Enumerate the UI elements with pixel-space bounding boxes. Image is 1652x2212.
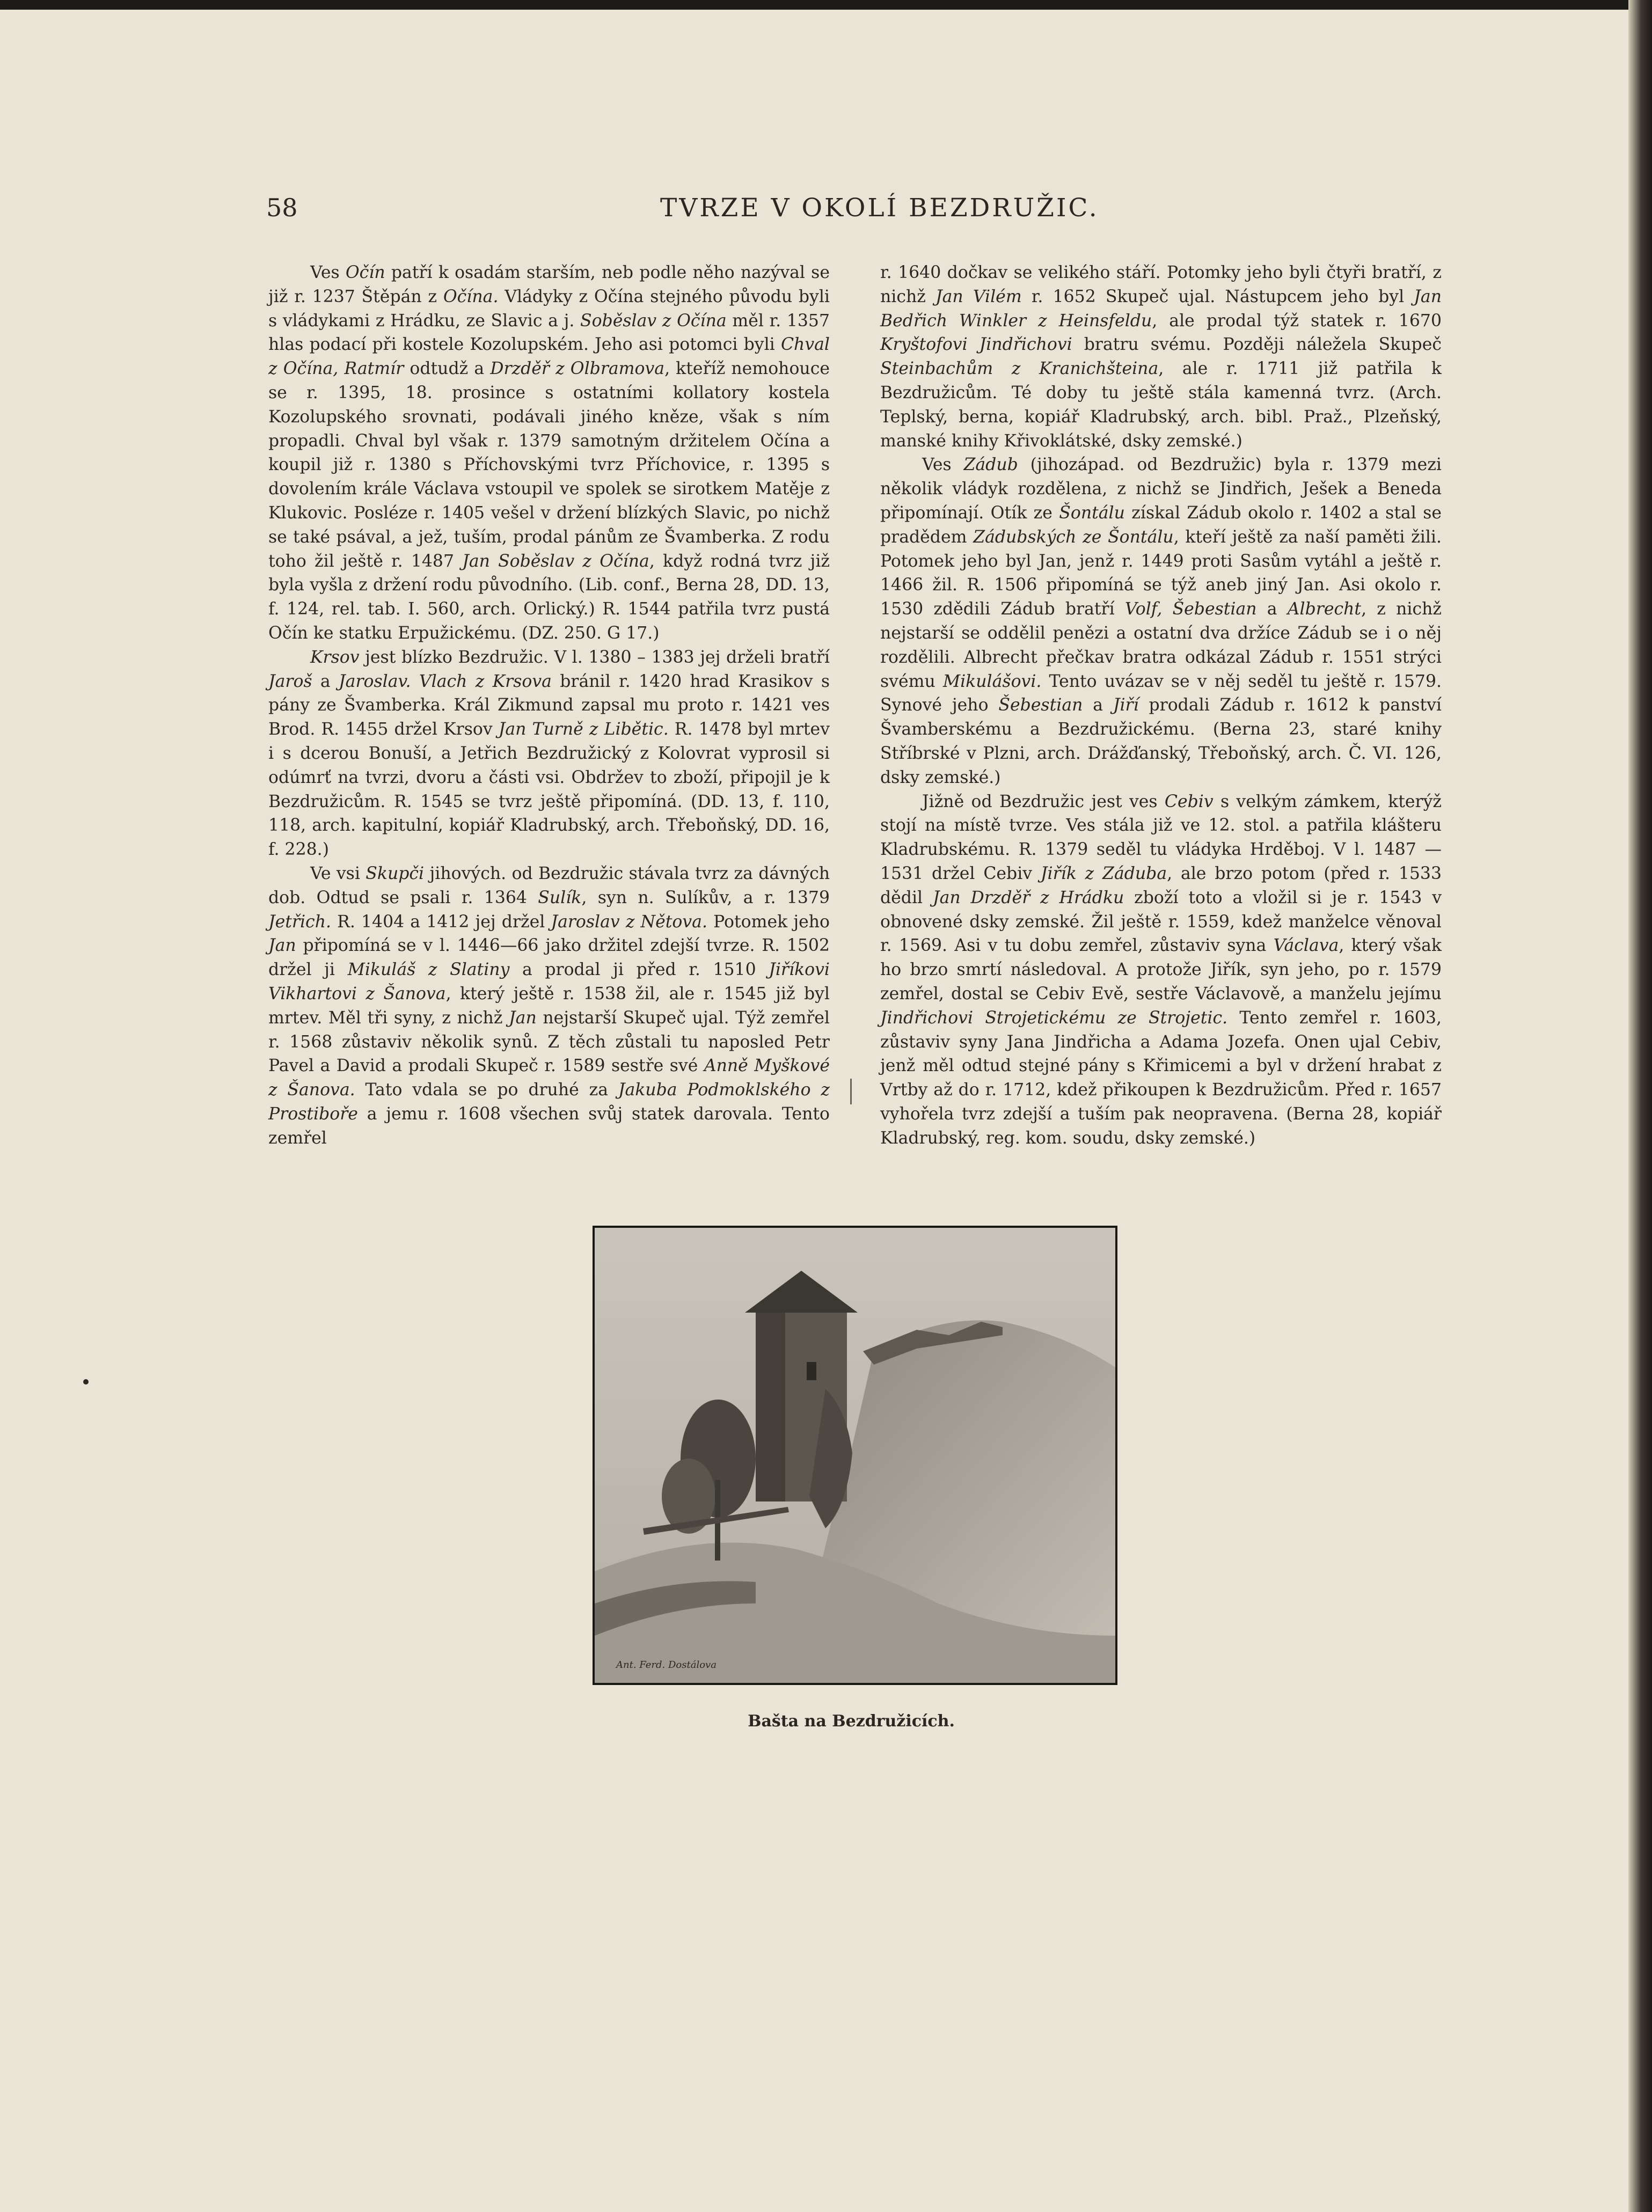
italic-name: Jaroš [268,671,312,691]
italic-name: Steinbachům z Kranichšteina [880,359,1159,379]
italic-name: Jan Soběslav z Očína [462,551,649,571]
italic-name: Šebestian [998,695,1083,715]
italic-name: Jakuba Podmoklského z Prostiboře [268,1080,830,1124]
italic-name: Mikuláš z Slatiny [347,960,510,980]
column-mark [850,1079,852,1104]
paragraph-skupec-continued: r. 1640 dočkav se velikého stáří. Potomky jeho byli čtyři bratří, z nichž Jan Vilém r. 1652 Skupeč ujal. Nástupcem jeho byl Jan Bedřich Winkler z Heinsfeldu, ale prodal týž statek r. 1670 Kryštofovi Jindřichovi bratru svému. Později náležela Skupeč Steinbachům z Kranichšteina, ale r. 1711 již patřila k Bezdružicům. Té doby tu ještě stála kamenná tvrz. (Arch. Teplský, berna, kopiář Kladrubský, arch. bibl. Praž., Plzeňský, manské knihy Křivoklátské, dsky zemské.) [880,263,1442,451]
italic-name: Jiří [1113,695,1139,715]
italic-name: Sulík [538,888,582,907]
paragraph-ocin: Ves Očín patří k osadám starším, neb podle něho nazýval se již r. 1237 Štěpán z Očína. Vládyky z Očína stejného původu byli s vládykami z Hrádku, ze Slavic a j. Soběslav z Očína měl r. 1357 hlas podací při kostele Kozolupském. Jeho asi potomci byli Chval z Očína, Ratmír odtudž a Drzděř z Olbramova, kteříž nemohouce se r. 1395, 18. prosince s ostatními kollatory kostela Kozolupského srovnati, podávali jiného kněze, však s ním propadli. Chval byl však r. 1379 samotným držitelem Očína a koupil již r. 1380 s Příchovskými tvrz Příchovice, r. 1395 s dovolením krále Václava vstoupil ve spolek se sirotkem Matěje z Klukovic. Posléze r. 1405 vešel v držení blízkých Slavic, po nichž se také psával, a jež, tuším, prodal pánům ze Švamberka. Z rodu toho žil ještě r. 1487 Jan Soběslav z Očína, když rodná tvrz již byla vyšla z držení rodu původního. (Lib. conf., Berna 28, DD. 13, f. 124, rel. tab. I. 560, arch. Orlický.) R. 1544 patřila tvrz pustá Očín ke statku Erpužickému. (DZ. 250. G 17.) [268,263,830,643]
italic-name: Mikulášovi. [942,671,1042,691]
italic-name: Očín [345,263,385,282]
italic-name: Jan [268,936,296,956]
italic-name: Zádubských ze Šontálu [973,527,1174,547]
scan-edge-top [0,0,1652,10]
paragraph-krsov: Krsov jest blízko Bezdružic. V l. 1380 – 1383 jej drželi bratří Jaroš a Jaroslav. Vlach z Krsova bránil r. 1420 hrad Krasikov s pány ze Švamberka. Král Zikmund zapsal mu proto r. 1421 ves Brod. R. 1455 držel Krsov Jan Turně z Libětic. R. 1478 byl mrtev i s dcerou Bonuší, a Jetřich Bezdružický z Kolovrat vyprosil si odúmrť na tvrzi, dvoru a části vsi. Obdržev to zboží, připojil je k Bezdružicům. R. 1545 se tvrz ještě připomíná. (DD. 13, f. 110, 118, arch. kapitulní, kopiář Kladrubský, arch. Třeboňský, DD. 16, f. 228.) [268,647,830,860]
italic-name: Šontálu [1059,503,1125,523]
page-number: 58 [266,193,298,222]
italic-name: Jan [509,1008,537,1028]
italic-name: Václava [1273,936,1339,956]
illustration-basta [593,1226,1117,1685]
italic-name: Kryštofovi Jindřichovi [880,335,1072,355]
left-column [268,261,830,1150]
italic-name: Soběslav z Očína [580,311,727,331]
bastion-drawing [595,1228,1115,1683]
right-column [880,261,1442,1150]
italic-name: Jiřík z Záduba [1040,863,1167,883]
italic-name: Chval z Očína, Ratmír [268,335,830,379]
italic-name: Jan Drzděř z Hrádku [932,888,1124,907]
paragraph-skupec: Ve vsi Skupči jihových. od Bezdružic stávala tvrz za dávných dob. Odtud se psali r. 1364 Sulík, syn n. Sulíkův, a r. 1379 Jetřich. R. 1404 a 1412 jej držel Jaroslav z Nětova. Potomek jeho Jan připomíná se v l. 1446—66 jako držitel zdejší tvrze. R. 1502 držel ji Mikuláš z Slatiny a prodal ji před r. 1510 Jiříkovi Vikhartovi z Šanova, který ještě r. 1538 žil, ale r. 1545 již byl mrtev. Měl tři syny, z nichž Jan nejstarší Skupeč ujal. Týž zemřel r. 1568 zůstaviv několik synů. Z těch zůstali tu naposled Petr Pavel a David a prodali Skupeč r. 1589 sestře své Anně Myškové z Šanova. Tato vdala se po druhé za Jakuba Podmoklského z Prostiboře a jemu r. 1608 všechen svůj statek darovala. Tento zemřel [268,863,830,1148]
italic-name: Jiříkovi Vikhartovi z Šanova [268,960,830,1004]
illustration-caption: Bašta na Bezdružicích. [748,1712,955,1731]
italic-name: Skupči [366,863,425,883]
italic-name: Jan Turně z Libětic. [498,720,669,739]
italic-name: Jetřich. [268,912,332,932]
italic-name: Albrecht [1287,599,1362,619]
italic-name: Cebiv [1164,792,1214,811]
tower-window [807,1362,816,1380]
scan-edge-right [1628,0,1652,2212]
italic-name: Zádub [963,455,1018,475]
scan-speck [83,1379,89,1385]
italic-name: Krsov [310,647,360,667]
italic-name: Jindřichovi Strojetickému ze Strojetic. [880,1008,1228,1028]
italic-name: Volf, Šebestian [1124,599,1257,619]
paragraph-cebiv: Jižně od Bezdružic jest ves Cebiv s velkým zámkem, kterýž stojí na místě tvrze. Ves stála již ve 12. stol. a patřila klášteru Kladrubskému. R. 1379 seděl tu vládyka Hrděboj. V l. 1487 — 1531 držel Cebiv Jiřík z Záduba, ale brzo potom (před r. 1533 dědil Jan Drzděř z Hrádku zboží toto a vložil si je r. 1543 v obnovené dsky zemské. Žil ještě r. 1559, kdež manželce věnoval r. 1569. Asi v tu dobu zemřel, zůstaviv syna Václava, který však ho brzo smrtí následoval. A protože Jiřík, syn jeho, po r. 1579 zemřel, dostal se Cebiv Evě, sestře Václavově, a manželu jejímu Jindřichovi Strojetickému ze Strojetic. Tento zemřel r. 1603, zůstaviv syny Jana Jindřicha a Adama Jozefa. Onen ujal Cebiv, jenž měl odtud stejné pány s Křimicemi a byl v držení hrabat z Vrtby až do r. 1712, kdež přikoupen k Bezdružicům. Před r. 1657 vyhořela tvrz zdejší a tuším pak neopravena. (Berna 28, kopiář Kladrubský, reg. kom. soudu, dsky zemské.) [880,792,1442,1148]
artist-signature: Ant. Ferd. Dostálova [616,1659,717,1671]
tower-shadow [756,1308,785,1501]
italic-name: Drzděř z Olbramova [490,359,665,379]
italic-name: Jaroslav. Vlach z Krsova [339,671,552,691]
italic-name: Jaroslav z Nětova. [551,912,707,932]
paragraph-zadub: Ves Zádub (jihozápad. od Bezdružic) byla r. 1379 mezi několik vládyk rozdělena, z nichž se Jindřich, Ješek a Beneda připomínají. Otík ze Šontálu získal Zádub okolo r. 1402 a stal se pradědem Zádubských ze Šontálu, kteří ještě za naší paměti žili. Potomek jeho byl Jan, jenž r. 1449 proti Sasům vytáhl a ještě r. 1466 žil. R. 1506 připomíná se týž aneb jiný Jan. Asi okolo r. 1530 zdědili Zádub bratří Volf, Šebestian a Albrecht, z nichž nejstarší se oddělil penězi a ostatní dva držíce Zádub se i o něj rozdělili. Albrecht přečkav bratra odkázal Zádub r. 1551 strýci svému Mikulášovi. Tento uvázav se v něj seděl tu ještě r. 1579. Synové jeho Šebestian a Jiří prodali Zádub r. 1612 k panství Švamberskému a Bezdružickému. (Berna 23, staré knihy Stříbrské v Plzni, arch. Drážďanský, Třeboňský, arch. Č. VI. 126, dsky zemské.) [880,455,1442,787]
running-head: TVRZE V OKOLÍ BEZDRUŽIC. [660,193,1099,223]
italic-name: Anně Myškové z Šanova. [268,1056,830,1100]
italic-name: Očína. [443,287,499,306]
italic-name: Jan Bedřich Winkler z Heinsfeldu [880,287,1442,331]
italic-name: Jan Vilém [935,287,1022,306]
